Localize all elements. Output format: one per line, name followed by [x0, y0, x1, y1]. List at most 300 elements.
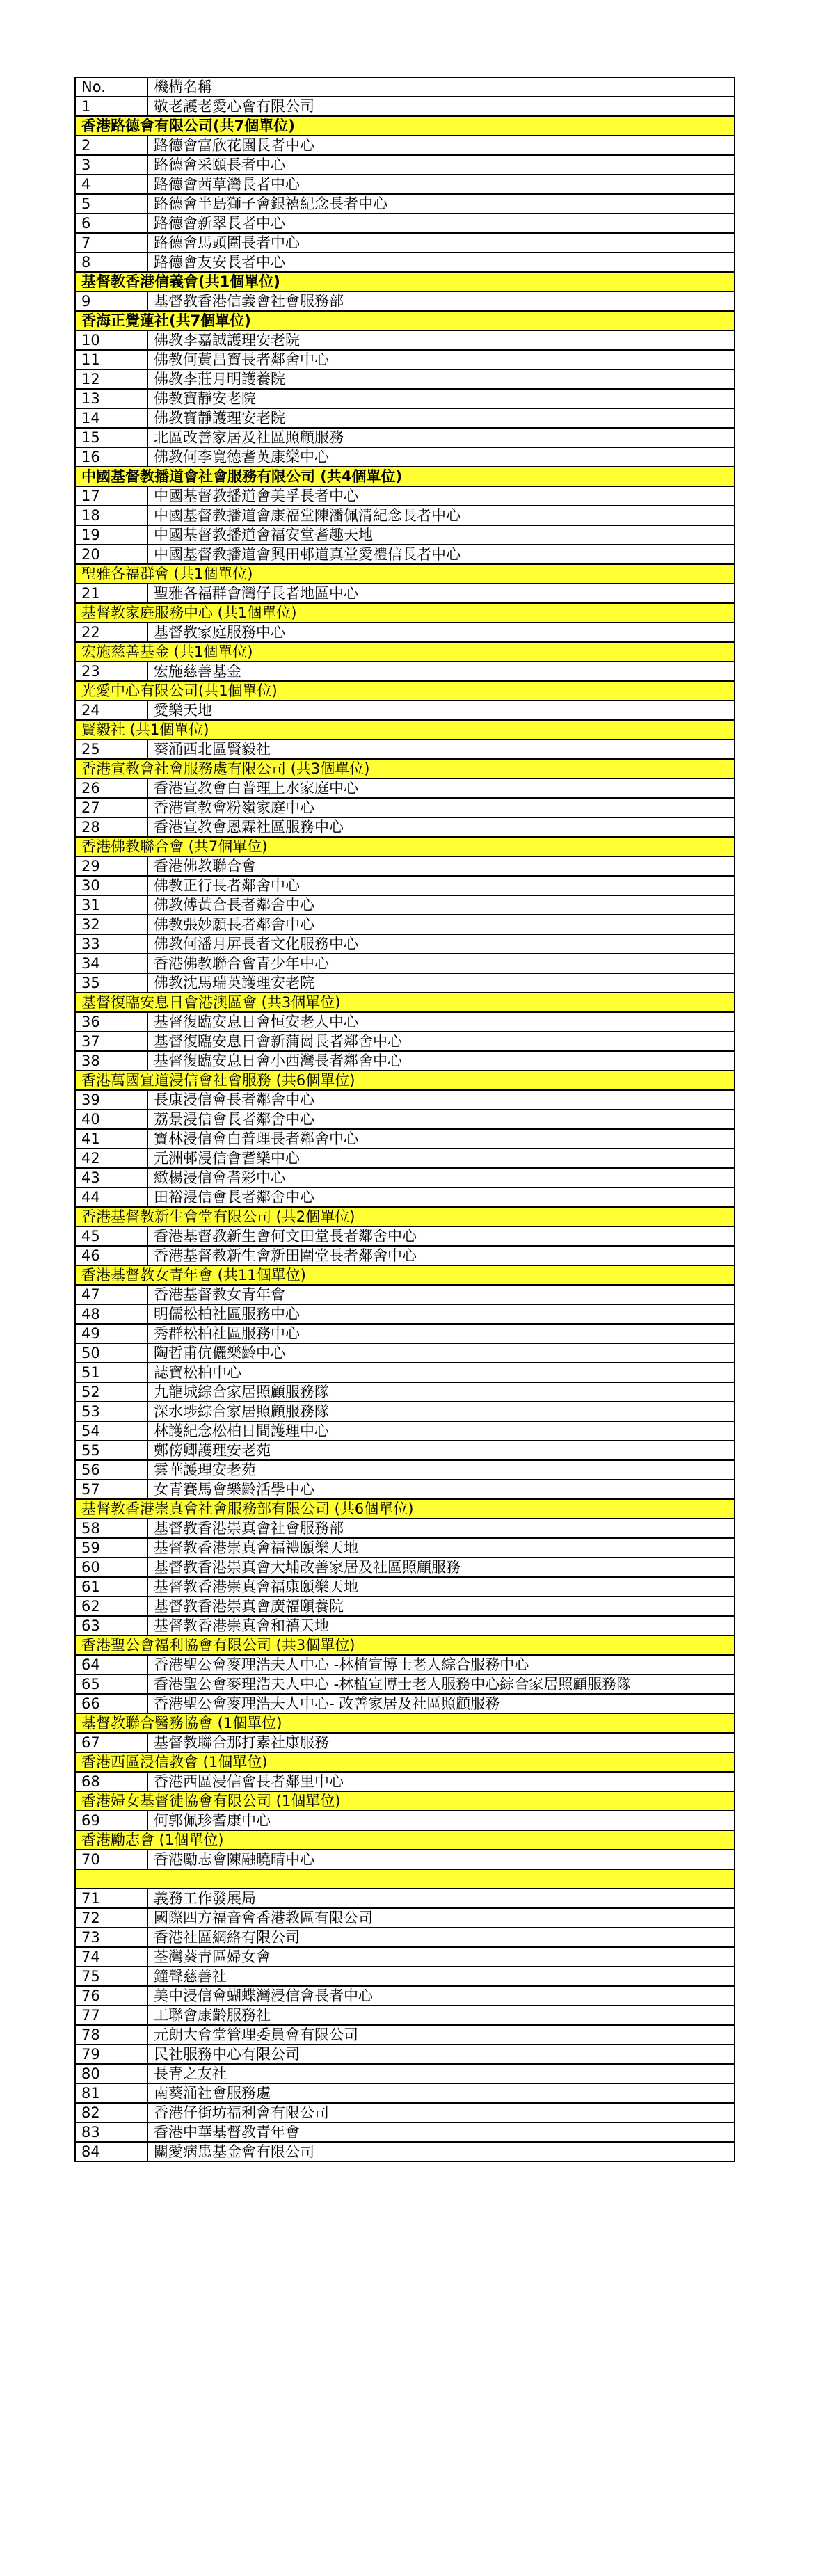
row-number: 54	[75, 1421, 147, 1441]
table-row	[75, 136, 735, 155]
row-number: 37	[75, 1032, 147, 1051]
group-header-row	[75, 116, 735, 136]
table-row	[75, 817, 735, 837]
table-row	[75, 739, 735, 759]
group-header-row	[75, 1791, 735, 1811]
table-row	[75, 895, 735, 915]
organization-name: 基督教香港信義會社會服務部	[147, 291, 735, 311]
table-row	[75, 1928, 735, 1947]
organization-name: 佛教何李寬德耆英康樂中心	[147, 447, 735, 467]
row-number: 29	[75, 856, 147, 876]
row-number: 70	[75, 1850, 147, 1869]
organization-name: 香港佛教聯合會	[147, 856, 735, 876]
row-number: 25	[75, 739, 147, 759]
row-number: 12	[75, 369, 147, 389]
group-header-row	[75, 1207, 735, 1226]
table-row	[75, 1558, 735, 1577]
organization-name: 基督教香港崇真會和禧天地	[147, 1616, 735, 1635]
row-number: 14	[75, 408, 147, 428]
row-number: 64	[75, 1655, 147, 1674]
organization-name: 雲華護理安老苑	[147, 1460, 735, 1480]
group-name: 賢毅社 (共1個單位)	[75, 720, 735, 739]
organization-name: 長青之友社	[147, 2064, 735, 2083]
group-name: 聖雅各福群會 (共1個單位)	[75, 564, 735, 584]
table-row	[75, 1908, 735, 1928]
row-number: 16	[75, 447, 147, 467]
row-number: 6	[75, 214, 147, 233]
row-number: 71	[75, 1889, 147, 1908]
row-number: 55	[75, 1441, 147, 1460]
row-number: 82	[75, 2103, 147, 2122]
organization-name: 路德會馬頭圍長者中心	[147, 233, 735, 253]
table-row	[75, 2006, 735, 2025]
organization-name: 佛教沈馬瑞英護理安老院	[147, 973, 735, 993]
group-name: 香港聖公會福利協會有限公司 (共3個單位)	[75, 1635, 735, 1655]
organization-name: 基督復臨安息日會新蒲崗長者鄰舍中心	[147, 1032, 735, 1051]
row-number: 50	[75, 1343, 147, 1363]
organization-name: 基督教香港崇真會福康頤樂天地	[147, 1577, 735, 1597]
organization-name: 香港宣教會白普理上水家庭中心	[147, 778, 735, 798]
row-number: 17	[75, 486, 147, 506]
organization-name: 美中浸信會蝴蝶灣浸信會長者中心	[147, 1986, 735, 2006]
table-row	[75, 506, 735, 525]
organization-name: 路德會采頤長者中心	[147, 155, 735, 175]
row-number: 77	[75, 2006, 147, 2025]
organization-name: 香港仔街坊福利會有限公司	[147, 2103, 735, 2122]
header-name: 機構名稱	[147, 77, 735, 97]
organization-name: 南葵涌社會服務處	[147, 2083, 735, 2103]
table-row	[75, 389, 735, 408]
organization-name: 香港社區網絡有限公司	[147, 1928, 735, 1947]
table-row	[75, 408, 735, 428]
group-header-row	[75, 1071, 735, 1090]
organization-name: 中國基督教播道會興田邨道真堂愛禮信長者中心	[147, 545, 735, 564]
table-row	[75, 428, 735, 447]
organization-name: 荃灣葵青區婦女會	[147, 1947, 735, 1967]
group-header-row	[75, 1265, 735, 1285]
row-number: 31	[75, 895, 147, 915]
row-number: 47	[75, 1285, 147, 1304]
organization-name: 鄭傍卿護理安老苑	[147, 1441, 735, 1460]
group-name: 香港基督教女青年會 (共11個單位)	[75, 1265, 735, 1285]
group-header-row	[75, 603, 735, 623]
table-row	[75, 623, 735, 642]
group-name: 宏施慈善基金 (共1個單位)	[75, 642, 735, 662]
organization-name: 田裕浸信會長者鄰舍中心	[147, 1187, 735, 1207]
table-row	[75, 1363, 735, 1382]
organization-name: 香港中華基督教青年會	[147, 2122, 735, 2142]
row-number: 42	[75, 1149, 147, 1168]
organization-name: 敬老護老愛心會有限公司	[147, 97, 735, 116]
row-number: 75	[75, 1967, 147, 1986]
table-row	[75, 1129, 735, 1149]
row-number: 1	[75, 97, 147, 116]
group-header-row	[75, 837, 735, 856]
organization-name: 工聯會康齡服務社	[147, 2006, 735, 2025]
table-row	[75, 253, 735, 272]
organization-name: 陶哲甫伉儷樂齡中心	[147, 1343, 735, 1363]
row-number: 69	[75, 1811, 147, 1830]
organization-name: 路德會茜草灣長者中心	[147, 175, 735, 194]
row-number: 59	[75, 1538, 147, 1558]
row-number: 63	[75, 1616, 147, 1635]
row-number: 57	[75, 1480, 147, 1499]
table-row	[75, 194, 735, 214]
table-row	[75, 856, 735, 876]
group-name: 香港萬國宣道浸信會社會服務 (共6個單位)	[75, 1071, 735, 1090]
row-number: 38	[75, 1051, 147, 1071]
table-row	[75, 1811, 735, 1830]
row-number: 79	[75, 2045, 147, 2064]
header-row	[75, 77, 735, 97]
row-number: 13	[75, 389, 147, 408]
header-no: No.	[75, 77, 147, 97]
row-number: 19	[75, 525, 147, 545]
row-number: 68	[75, 1772, 147, 1791]
table-row	[75, 1168, 735, 1187]
group-name: 中國基督教播道會社會服務有限公司 (共4個單位)	[75, 467, 735, 486]
row-number: 15	[75, 428, 147, 447]
group-header-row	[75, 1752, 735, 1772]
group-name: 基督教香港崇真會社會服務部有限公司 (共6個單位)	[75, 1499, 735, 1519]
table-row	[75, 2142, 735, 2161]
organization-name: 佛教何黃昌寶長者鄰舍中心	[147, 350, 735, 369]
table-row	[75, 1304, 735, 1324]
table-row	[75, 1226, 735, 1246]
row-number: 2	[75, 136, 147, 155]
row-number: 3	[75, 155, 147, 175]
table-row	[75, 545, 735, 564]
row-number: 84	[75, 2142, 147, 2161]
row-number: 73	[75, 1928, 147, 1947]
organization-name: 秀群松柏社區服務中心	[147, 1324, 735, 1343]
organization-name: 愛樂天地	[147, 701, 735, 720]
table-row	[75, 1402, 735, 1421]
row-number: 32	[75, 915, 147, 934]
organization-name: 九龍城綜合家居照顧服務隊	[147, 1382, 735, 1402]
row-number: 10	[75, 330, 147, 350]
table-row	[75, 97, 735, 116]
table-row	[75, 1090, 735, 1110]
table-row	[75, 350, 735, 369]
row-number: 9	[75, 291, 147, 311]
organization-name: 中國基督教播道會康福堂陳潘佩清紀念長者中心	[147, 506, 735, 525]
organization-name: 鐘聲慈善社	[147, 1967, 735, 1986]
group-header-row	[75, 681, 735, 701]
table-row	[75, 1655, 735, 1674]
group-header-row	[75, 642, 735, 662]
row-number: 58	[75, 1519, 147, 1538]
organization-name: 基督教香港崇真會社會服務部	[147, 1519, 735, 1538]
table-row	[75, 701, 735, 720]
table-row	[75, 1694, 735, 1713]
row-number: 61	[75, 1577, 147, 1597]
group-name: 香港宣教會社會服務處有限公司 (共3個單位)	[75, 759, 735, 778]
organization-name: 香港基督教新生會何文田堂長者鄰舍中心	[147, 1226, 735, 1246]
organization-name: 葵涌西北區賢毅社	[147, 739, 735, 759]
organization-name: 香港勵志會陳融曉晴中心	[147, 1850, 735, 1869]
group-name: 香海正覺蓮社(共7個單位)	[75, 311, 735, 330]
row-number: 4	[75, 175, 147, 194]
table-row	[75, 1733, 735, 1752]
row-number: 74	[75, 1947, 147, 1967]
row-number: 23	[75, 662, 147, 681]
organization-name: 元朗大會堂管理委員會有限公司	[147, 2025, 735, 2045]
organization-name: 基督教家庭服務中心	[147, 623, 735, 642]
organization-name: 路德會友安長者中心	[147, 253, 735, 272]
table-row	[75, 1616, 735, 1635]
organization-name: 佛教寶靜護理安老院	[147, 408, 735, 428]
table-row	[75, 214, 735, 233]
organization-name: 緻楊浸信會耆彩中心	[147, 1168, 735, 1187]
table-row	[75, 1597, 735, 1616]
organization-name: 香港基督教女青年會	[147, 1285, 735, 1304]
row-number: 65	[75, 1674, 147, 1694]
table-row	[75, 584, 735, 603]
group-header-row	[75, 1635, 735, 1655]
row-number: 35	[75, 973, 147, 993]
group-name: 香港婦女基督徒協會有限公司 (1個單位)	[75, 1791, 735, 1811]
group-name: 香港勵志會 (1個單位)	[75, 1830, 735, 1850]
organization-name: 北區改善家居及社區照顧服務	[147, 428, 735, 447]
row-number: 80	[75, 2064, 147, 2083]
organization-name: 關愛病患基金會有限公司	[147, 2142, 735, 2161]
group-name: 香港路德會有限公司(共7個單位)	[75, 116, 735, 136]
organization-table	[74, 77, 735, 2162]
organization-name: 路德會半島獅子會銀禧紀念長者中心	[147, 194, 735, 214]
organization-name: 路德會新翠長者中心	[147, 214, 735, 233]
table-row	[75, 1674, 735, 1694]
table-row	[75, 2083, 735, 2103]
row-number: 76	[75, 1986, 147, 2006]
row-number: 36	[75, 1012, 147, 1032]
table-row	[75, 1110, 735, 1129]
organization-name: 聖雅各福群會灣仔長者地區中心	[147, 584, 735, 603]
row-number: 62	[75, 1597, 147, 1616]
group-header-row	[75, 759, 735, 778]
group-header-row	[75, 311, 735, 330]
table-row	[75, 1947, 735, 1967]
organization-name: 香港佛教聯合會青少年中心	[147, 954, 735, 973]
row-number: 11	[75, 350, 147, 369]
row-number: 56	[75, 1460, 147, 1480]
group-name: 香港基督教新生會堂有限公司 (共2個單位)	[75, 1207, 735, 1226]
group-name: 光愛中心有限公司(共1個單位)	[75, 681, 735, 701]
table-row	[75, 1967, 735, 1986]
organization-name: 基督教聯合那打素社康服務	[147, 1733, 735, 1752]
table-body	[75, 77, 735, 2161]
table-row	[75, 155, 735, 175]
organization-name: 香港西區浸信會長者鄰里中心	[147, 1772, 735, 1791]
organization-name: 香港聖公會麥理浩夫人中心 -林植宣博士老人綜合服務中心	[147, 1655, 735, 1674]
table-row	[75, 1149, 735, 1168]
row-number: 44	[75, 1187, 147, 1207]
organization-name: 香港宣教會粉嶺家庭中心	[147, 798, 735, 817]
row-number: 46	[75, 1246, 147, 1265]
table-row	[75, 1577, 735, 1597]
row-number: 48	[75, 1304, 147, 1324]
group-header-row	[75, 720, 735, 739]
row-number: 39	[75, 1090, 147, 1110]
table-row	[75, 291, 735, 311]
table-row	[75, 233, 735, 253]
group-name: 基督教聯合醫務協會 (1個單位)	[75, 1713, 735, 1733]
row-number: 24	[75, 701, 147, 720]
table-row	[75, 486, 735, 506]
organization-name: 基督教香港崇真會廣福頤養院	[147, 1597, 735, 1616]
table-row	[75, 798, 735, 817]
organization-name: 義務工作發展局	[147, 1889, 735, 1908]
organization-name: 基督教香港崇真會福禮頤樂天地	[147, 1538, 735, 1558]
table-row	[75, 778, 735, 798]
organization-name: 香港宣教會恩霖社區服務中心	[147, 817, 735, 837]
table-row	[75, 175, 735, 194]
table-row	[75, 2025, 735, 2045]
organization-name: 誌寶松柏中心	[147, 1363, 735, 1382]
organization-name: 中國基督教播道會福安堂耆趣天地	[147, 525, 735, 545]
table-row	[75, 369, 735, 389]
row-number: 27	[75, 798, 147, 817]
table-row	[75, 1772, 735, 1791]
organization-name: 基督教香港崇真會大埔改善家居及社區照顧服務	[147, 1558, 735, 1577]
row-number: 20	[75, 545, 147, 564]
blank-highlight-row	[75, 1869, 735, 1889]
row-number: 26	[75, 778, 147, 798]
table-row	[75, 662, 735, 681]
table-row	[75, 954, 735, 973]
table-row	[75, 1324, 735, 1343]
table-row	[75, 1986, 735, 2006]
organization-name: 基督復臨安息日會恒安老人中心	[147, 1012, 735, 1032]
organization-name: 元洲邨浸信會耆樂中心	[147, 1149, 735, 1168]
table-row	[75, 1187, 735, 1207]
table-row	[75, 1421, 735, 1441]
row-number: 21	[75, 584, 147, 603]
organization-name: 香港基督教新生會新田圍堂長者鄰舍中心	[147, 1246, 735, 1265]
organization-name: 佛教正行長者鄰舍中心	[147, 876, 735, 895]
table-row	[75, 876, 735, 895]
group-header-row	[75, 467, 735, 486]
row-number: 28	[75, 817, 147, 837]
table-row	[75, 973, 735, 993]
organization-name: 明儒松柏社區服務中心	[147, 1304, 735, 1324]
table-row	[75, 1032, 735, 1051]
row-number: 49	[75, 1324, 147, 1343]
group-name: 基督教家庭服務中心 (共1個單位)	[75, 603, 735, 623]
table-row	[75, 1519, 735, 1538]
table-row	[75, 1051, 735, 1071]
table-row	[75, 1285, 735, 1304]
organization-name: 基督復臨安息日會小西灣長者鄰舍中心	[147, 1051, 735, 1071]
row-number: 81	[75, 2083, 147, 2103]
table-row	[75, 447, 735, 467]
organization-name: 佛教李莊月明護養院	[147, 369, 735, 389]
group-name: 基督教香港信義會(共1個單位)	[75, 272, 735, 291]
group-header-row	[75, 1499, 735, 1519]
organization-name: 國際四方福音會香港教區有限公司	[147, 1908, 735, 1928]
table-row	[75, 1889, 735, 1908]
table-row	[75, 1441, 735, 1460]
row-number: 45	[75, 1226, 147, 1246]
organization-name: 中國基督教播道會美孚長者中心	[147, 486, 735, 506]
organization-name: 佛教李嘉誠護理安老院	[147, 330, 735, 350]
table-row	[75, 1343, 735, 1363]
organization-name: 佛教傅黃合長者鄰舍中心	[147, 895, 735, 915]
table-row	[75, 1538, 735, 1558]
organization-name: 何郭佩珍耆康中心	[147, 1811, 735, 1830]
row-number: 18	[75, 506, 147, 525]
row-number: 33	[75, 934, 147, 954]
row-number: 53	[75, 1402, 147, 1421]
organization-name: 深水埗綜合家居照顧服務隊	[147, 1402, 735, 1421]
table-row	[75, 1382, 735, 1402]
group-name: 香港佛教聯合會 (共7個單位)	[75, 837, 735, 856]
organization-name: 佛教寶靜安老院	[147, 389, 735, 408]
organization-name: 女青賽馬會樂齡活學中心	[147, 1480, 735, 1499]
table-row	[75, 2064, 735, 2083]
row-number: 7	[75, 233, 147, 253]
table-row	[75, 2103, 735, 2122]
row-number: 52	[75, 1382, 147, 1402]
row-number: 8	[75, 253, 147, 272]
organization-name: 香港聖公會麥理浩夫人中心- 改善家居及社區照顧服務	[147, 1694, 735, 1713]
table-row	[75, 330, 735, 350]
organization-name: 香港聖公會麥理浩夫人中心 -林植宣博士老人服務中心綜合家居照顧服務隊	[147, 1674, 735, 1694]
table-row	[75, 915, 735, 934]
row-number: 34	[75, 954, 147, 973]
organization-name: 佛教何潘月屏長者文化服務中心	[147, 934, 735, 954]
group-header-row	[75, 1713, 735, 1733]
organization-name: 民社服務中心有限公司	[147, 2045, 735, 2064]
row-number: 72	[75, 1908, 147, 1928]
table-row	[75, 525, 735, 545]
group-name: 基督復臨安息日會港澳區會 (共3個單位)	[75, 993, 735, 1012]
table-row	[75, 2045, 735, 2064]
row-number: 30	[75, 876, 147, 895]
row-number: 22	[75, 623, 147, 642]
table-row	[75, 1012, 735, 1032]
row-number: 41	[75, 1129, 147, 1149]
group-header-row	[75, 564, 735, 584]
row-number: 83	[75, 2122, 147, 2142]
table-row	[75, 1460, 735, 1480]
organization-name: 長康浸信會長者鄰舍中心	[147, 1090, 735, 1110]
table-row	[75, 2122, 735, 2142]
organization-name: 路德會富欣花園長者中心	[147, 136, 735, 155]
organization-name: 寶林浸信會白普理長者鄰舍中心	[147, 1129, 735, 1149]
row-number: 5	[75, 194, 147, 214]
row-number: 66	[75, 1694, 147, 1713]
row-number: 43	[75, 1168, 147, 1187]
row-number: 78	[75, 2025, 147, 2045]
group-name: 香港西區浸信教會 (1個單位)	[75, 1752, 735, 1772]
row-number: 67	[75, 1733, 147, 1752]
group-header-row	[75, 1830, 735, 1850]
row-number: 60	[75, 1558, 147, 1577]
row-number: 40	[75, 1110, 147, 1129]
group-header-row	[75, 272, 735, 291]
table-row	[75, 1480, 735, 1499]
table-row	[75, 934, 735, 954]
organization-name: 林護紀念松柏日間護理中心	[147, 1421, 735, 1441]
organization-name: 荔景浸信會長者鄰舍中心	[147, 1110, 735, 1129]
organization-name: 宏施慈善基金	[147, 662, 735, 681]
row-number: 51	[75, 1363, 147, 1382]
blank-cell	[75, 1869, 735, 1889]
table-row	[75, 1246, 735, 1265]
organization-name: 佛教張妙願長者鄰舍中心	[147, 915, 735, 934]
group-header-row	[75, 993, 735, 1012]
